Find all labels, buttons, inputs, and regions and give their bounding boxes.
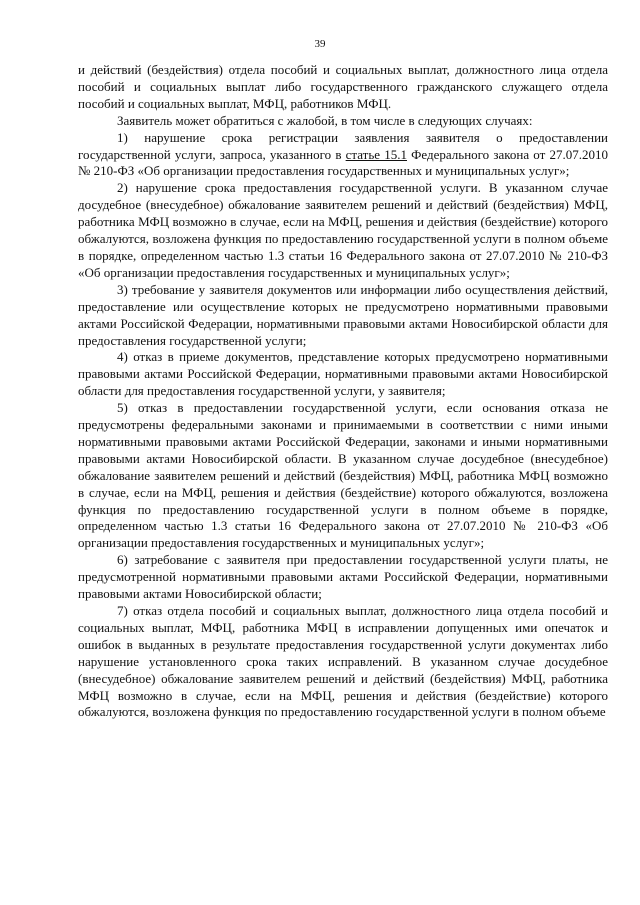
page-number: 39	[314, 38, 326, 50]
paragraph-item-5: 5) отказ в предоставлении государственной услуги, если основания отказа не предусмотрены федеральными законами и принимаемыми в соответствии с ними иными нормативными правовыми актами Российской Федерации, законами и иными нормативными правовыми актами Новосибирской области. В указанном случае досудебное (внесудебное) обжалование заявителем решений и действий (бездействия) МФЦ, работника МФЦ возможно в случае, если на МФЦ, решения и действия (бездействие) которого обжалуются, возложена функция по предоставлению государственной услуги в полном объеме в порядке, определенном частью 1.3 статьи 16 Федерального закона от 27.07.2010 № 210-ФЗ «Об организации предоставления государственных и муниципальных услуг»;	[78, 400, 608, 551]
paragraph-item-3: 3) требование у заявителя документов или информации либо осуществления действий, предоставление или осуществление которых не предусмотрено нормативными правовыми актами Российской Федерации, нормативными правовыми актами Новосибирской области для предоставления государственной услуги;	[78, 281, 608, 348]
document-body	[78, 62, 608, 721]
paragraph-item-4: 4) отказ в приеме документов, представление которых предусмотрено нормативными правовыми актами Российской Федерации, нормативными правовыми актами Новосибирской области для предоставления государственной услуги, у заявителя;	[78, 349, 608, 399]
article-15-1-link[interactable]: статье 15.1	[345, 146, 407, 162]
paragraph-complaint-intro: Заявитель может обратиться с жалобой, в том числе в следующих случаях:	[117, 112, 533, 128]
paragraph-item-1	[78, 130, 608, 181]
paragraph-item-7: 7) отказ отдела пособий и социальных выплат, должностного лица отдела пособий и социальных выплат, МФЦ, работника МФЦ в исправлении допущенных ими опечаток и ошибок в выданных в результате предоставления государственной услуги документах либо нарушение установленного срока таких исправлений. В указанном случае досудебное (внесудебное) обжалование заявителем решений и действий (бездействия) МФЦ, работника МФЦ возможно в случае, если на МФЦ, решения и действия (бездействие) которого обжалуются, возложена функция по предоставлению государственной услуги в полном объеме	[78, 603, 608, 720]
paragraph-item-1-after: Федерального закона от 27.07.2010 № 210-ФЗ «Об организации предоставления государственных и муниципальных услуг»;	[78, 146, 608, 179]
paragraph-item-1-before: 1) нарушение срока регистрации заявления заявителя о предоставлении государственной услуги, запроса, указанного в	[78, 129, 608, 162]
paragraph-item-6: 6) затребование с заявителя при предоставлении государственной услуги платы, не предусмотренной нормативными правовыми актами Российской Федерации, нормативными правовыми актами Новосибирской области;	[78, 552, 608, 602]
paragraph-continuation: и действий (бездействия) отдела пособий и социальных выплат, должностного лица отдела пособий и социальных выплат либо государственного гражданского служащего отдела пособий и социальных выплат, МФЦ, работников МФЦ.	[78, 62, 608, 111]
paragraph-item-2: 2) нарушение срока предоставления государственной услуги. В указанном случае досудебное (внесудебное) обжалование заявителем решений и действий (бездействия) МФЦ, работника МФЦ возможно в случае, если на МФЦ, решения и действия (бездействие) которого обжалуются, возложена функция по предоставлению государственной услуги в полном объеме в порядке, определенном частью 1.3 статьи 16 Федерального закона от 27.07.2010 № 210-ФЗ «Об организации предоставления государственных и муниципальных услуг»;	[78, 180, 608, 280]
